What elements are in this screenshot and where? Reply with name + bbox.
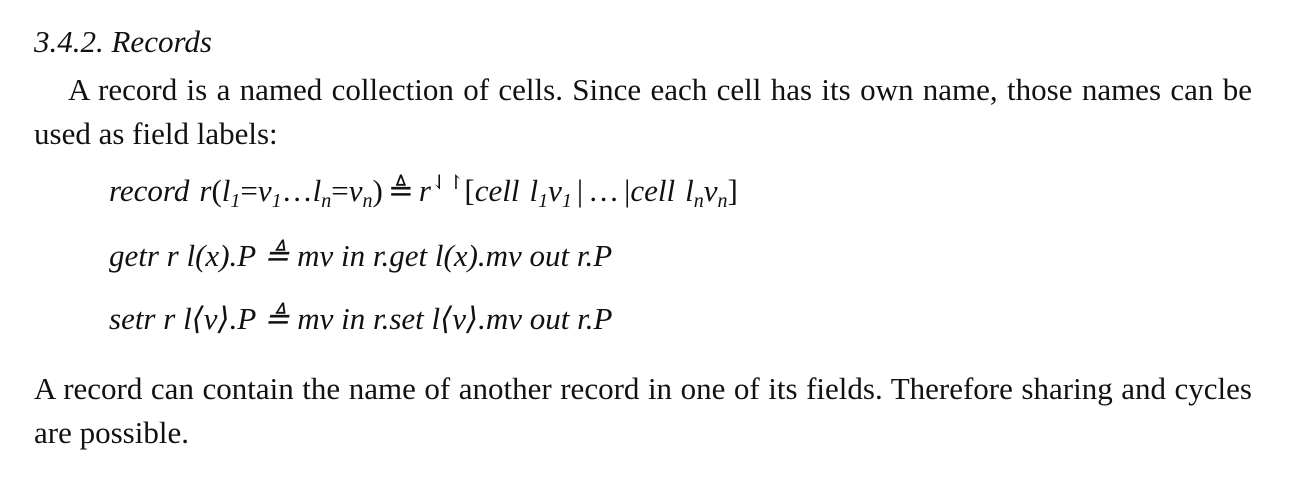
value-1-subscript: 1	[271, 190, 282, 212]
cell-1-label-subscript: 1	[538, 190, 549, 212]
getr-definition-equation: getr r l(x).P ≜ mv in r.get l(x).mv out r.P	[109, 238, 613, 273]
label-n: l	[312, 173, 322, 208]
setr-definition-equation: setr r l⟨v⟩.P ≜ mv in r.set l⟨v⟩.mv out r.P	[109, 301, 613, 336]
section-heading: 3.4.2. Records	[34, 24, 212, 59]
parallel-bar-2: |	[624, 173, 631, 208]
cell-keyword-n: cell	[630, 173, 676, 208]
cell-n-label: l	[685, 173, 694, 208]
intro-text: A record is a named collection of cells. Since each cell has its own name, those names can be used as field labels:	[34, 72, 1252, 151]
restriction-arrows: ⇃↾	[430, 172, 465, 194]
outro-paragraph: A record can contain the name of another record in one of its fields. Therefore sharing and cycles are possible.	[34, 371, 1252, 450]
parallel-bar-1: |	[576, 173, 584, 208]
definition-symbol: ≜	[387, 173, 414, 208]
cell-1-label: l	[529, 173, 539, 208]
label-1-subscript: 1	[230, 190, 241, 212]
cell-n-label-subscript: n	[693, 190, 704, 212]
ellipsis: …	[281, 173, 313, 208]
value-n-subscript: n	[362, 190, 373, 212]
label-n-subscript: n	[321, 190, 332, 212]
cell-keyword-1: cell	[474, 173, 520, 208]
record-name: r	[199, 173, 212, 208]
cell-n-value: v	[703, 173, 718, 208]
parallel-ellipsis: …	[588, 173, 620, 208]
intro-paragraph	[34, 68, 1252, 156]
record-keyword: record	[109, 173, 190, 208]
restricted-name: r	[418, 173, 431, 208]
value-n: v	[348, 173, 363, 208]
record-definition-equation: record $r(l_1=v_1\dots l_n=v_n)$ ≜ r⇃↾[cell $l_1v_1$ | … |cell $l_nv_n$]	[109, 172, 738, 212]
cell-1-value-subscript: 1	[561, 190, 572, 212]
value-1: v	[257, 173, 272, 208]
cell-1-value: v	[548, 173, 562, 208]
cell-n-value-subscript: n	[717, 190, 728, 212]
label-1: l	[221, 173, 231, 208]
